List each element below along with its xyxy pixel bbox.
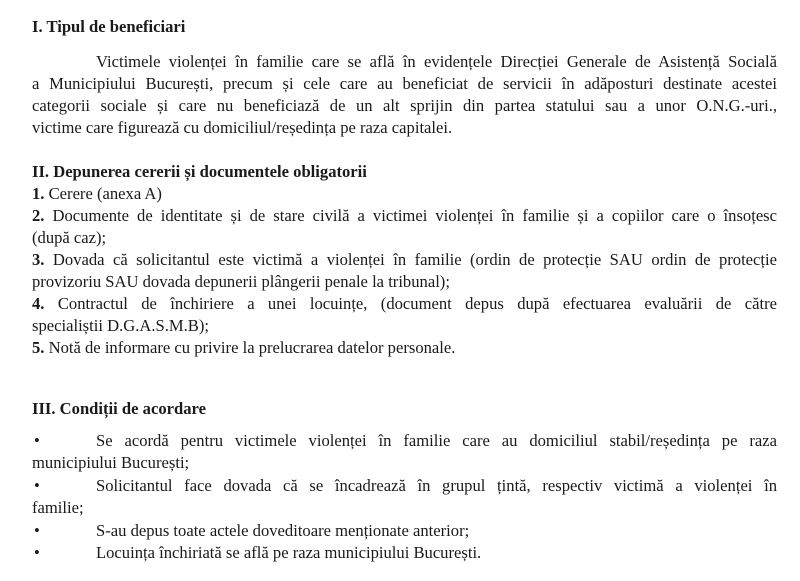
item-text: Contractul de închiriere a unei locuințe, (document depus după efectuarea evaluării de către bbox=[57, 294, 777, 313]
section-2-heading: II. Depunerea cererii și documentele obligatorii bbox=[32, 162, 367, 181]
condition-list-item bbox=[32, 521, 777, 541]
item-number: 5. bbox=[32, 338, 45, 357]
item-number: 1. bbox=[32, 184, 45, 203]
bullet-icon: • bbox=[34, 476, 40, 495]
document-list-item bbox=[32, 294, 777, 314]
condition-text-continuation: familie; bbox=[32, 498, 84, 517]
item-text: Documente de identitate și de stare civilă a victimei violenței în familie și a copiilor care o însoțesc bbox=[52, 206, 778, 225]
section-1-paragraph-line: categorii sociale și care nu beneficiază de un alt sprijin din partea statului sau a unor O.N.G.-uri., bbox=[32, 96, 777, 115]
condition-text: Solicitantul face dovada că se încadrează în grupul țintă, respectiv victimă a violenței în bbox=[96, 476, 777, 495]
item-text: Cerere (anexa A) bbox=[48, 184, 162, 203]
item-number: 3. bbox=[32, 250, 45, 269]
item-text-continuation: provizoriu SAU dovada depunerii plângerii penale la tribunal); bbox=[32, 272, 450, 291]
condition-text: Locuința închiriată se află pe raza municipiului București. bbox=[96, 543, 482, 562]
item-number: 4. bbox=[32, 294, 45, 313]
bullet-icon: • bbox=[34, 431, 40, 450]
condition-list-item bbox=[32, 476, 777, 496]
condition-text-continuation: municipiului București; bbox=[32, 453, 190, 472]
condition-text: S-au depus toate actele doveditoare menționate anterior; bbox=[96, 521, 470, 540]
document-list-item bbox=[32, 206, 777, 226]
document-list-item bbox=[32, 184, 162, 204]
bullet-icon: • bbox=[34, 543, 40, 562]
document-list-item bbox=[32, 250, 777, 270]
item-text-continuation: specialiștii D.G.A.S.M.B); bbox=[32, 316, 209, 335]
condition-list-item bbox=[32, 431, 777, 451]
document-list-item bbox=[32, 338, 455, 358]
bullet-icon: • bbox=[34, 521, 40, 540]
item-text-continuation: (după caz); bbox=[32, 228, 107, 247]
item-text: Dovada că solicitantul este victimă a violenței în familie (ordin de protecție SAU ordin de protecție bbox=[52, 250, 777, 269]
section-1-paragraph-line: victime care figurează cu domiciliul/reședința pe raza capitalei. bbox=[32, 118, 453, 137]
section-1-paragraph-line: Victimele violenței în familie care se află în evidențele Direcției Generale de Asistență Socială bbox=[96, 52, 777, 71]
condition-text: Se acordă pentru victimele violenței în familie care au domiciliul stabil/reședința pe raza bbox=[96, 431, 777, 450]
item-text: Notă de informare cu privire la prelucrarea datelor personale. bbox=[48, 338, 456, 357]
section-1-paragraph-line: a Municipiului București, precum și cele care au beneficiat de servicii în adăposturi destinate acestei bbox=[32, 74, 777, 93]
section-1-heading: I. Tipul de beneficiari bbox=[32, 17, 186, 36]
section-3-heading: III. Condiții de acordare bbox=[32, 399, 206, 418]
item-number: 2. bbox=[32, 206, 45, 225]
condition-list-item bbox=[32, 543, 777, 563]
